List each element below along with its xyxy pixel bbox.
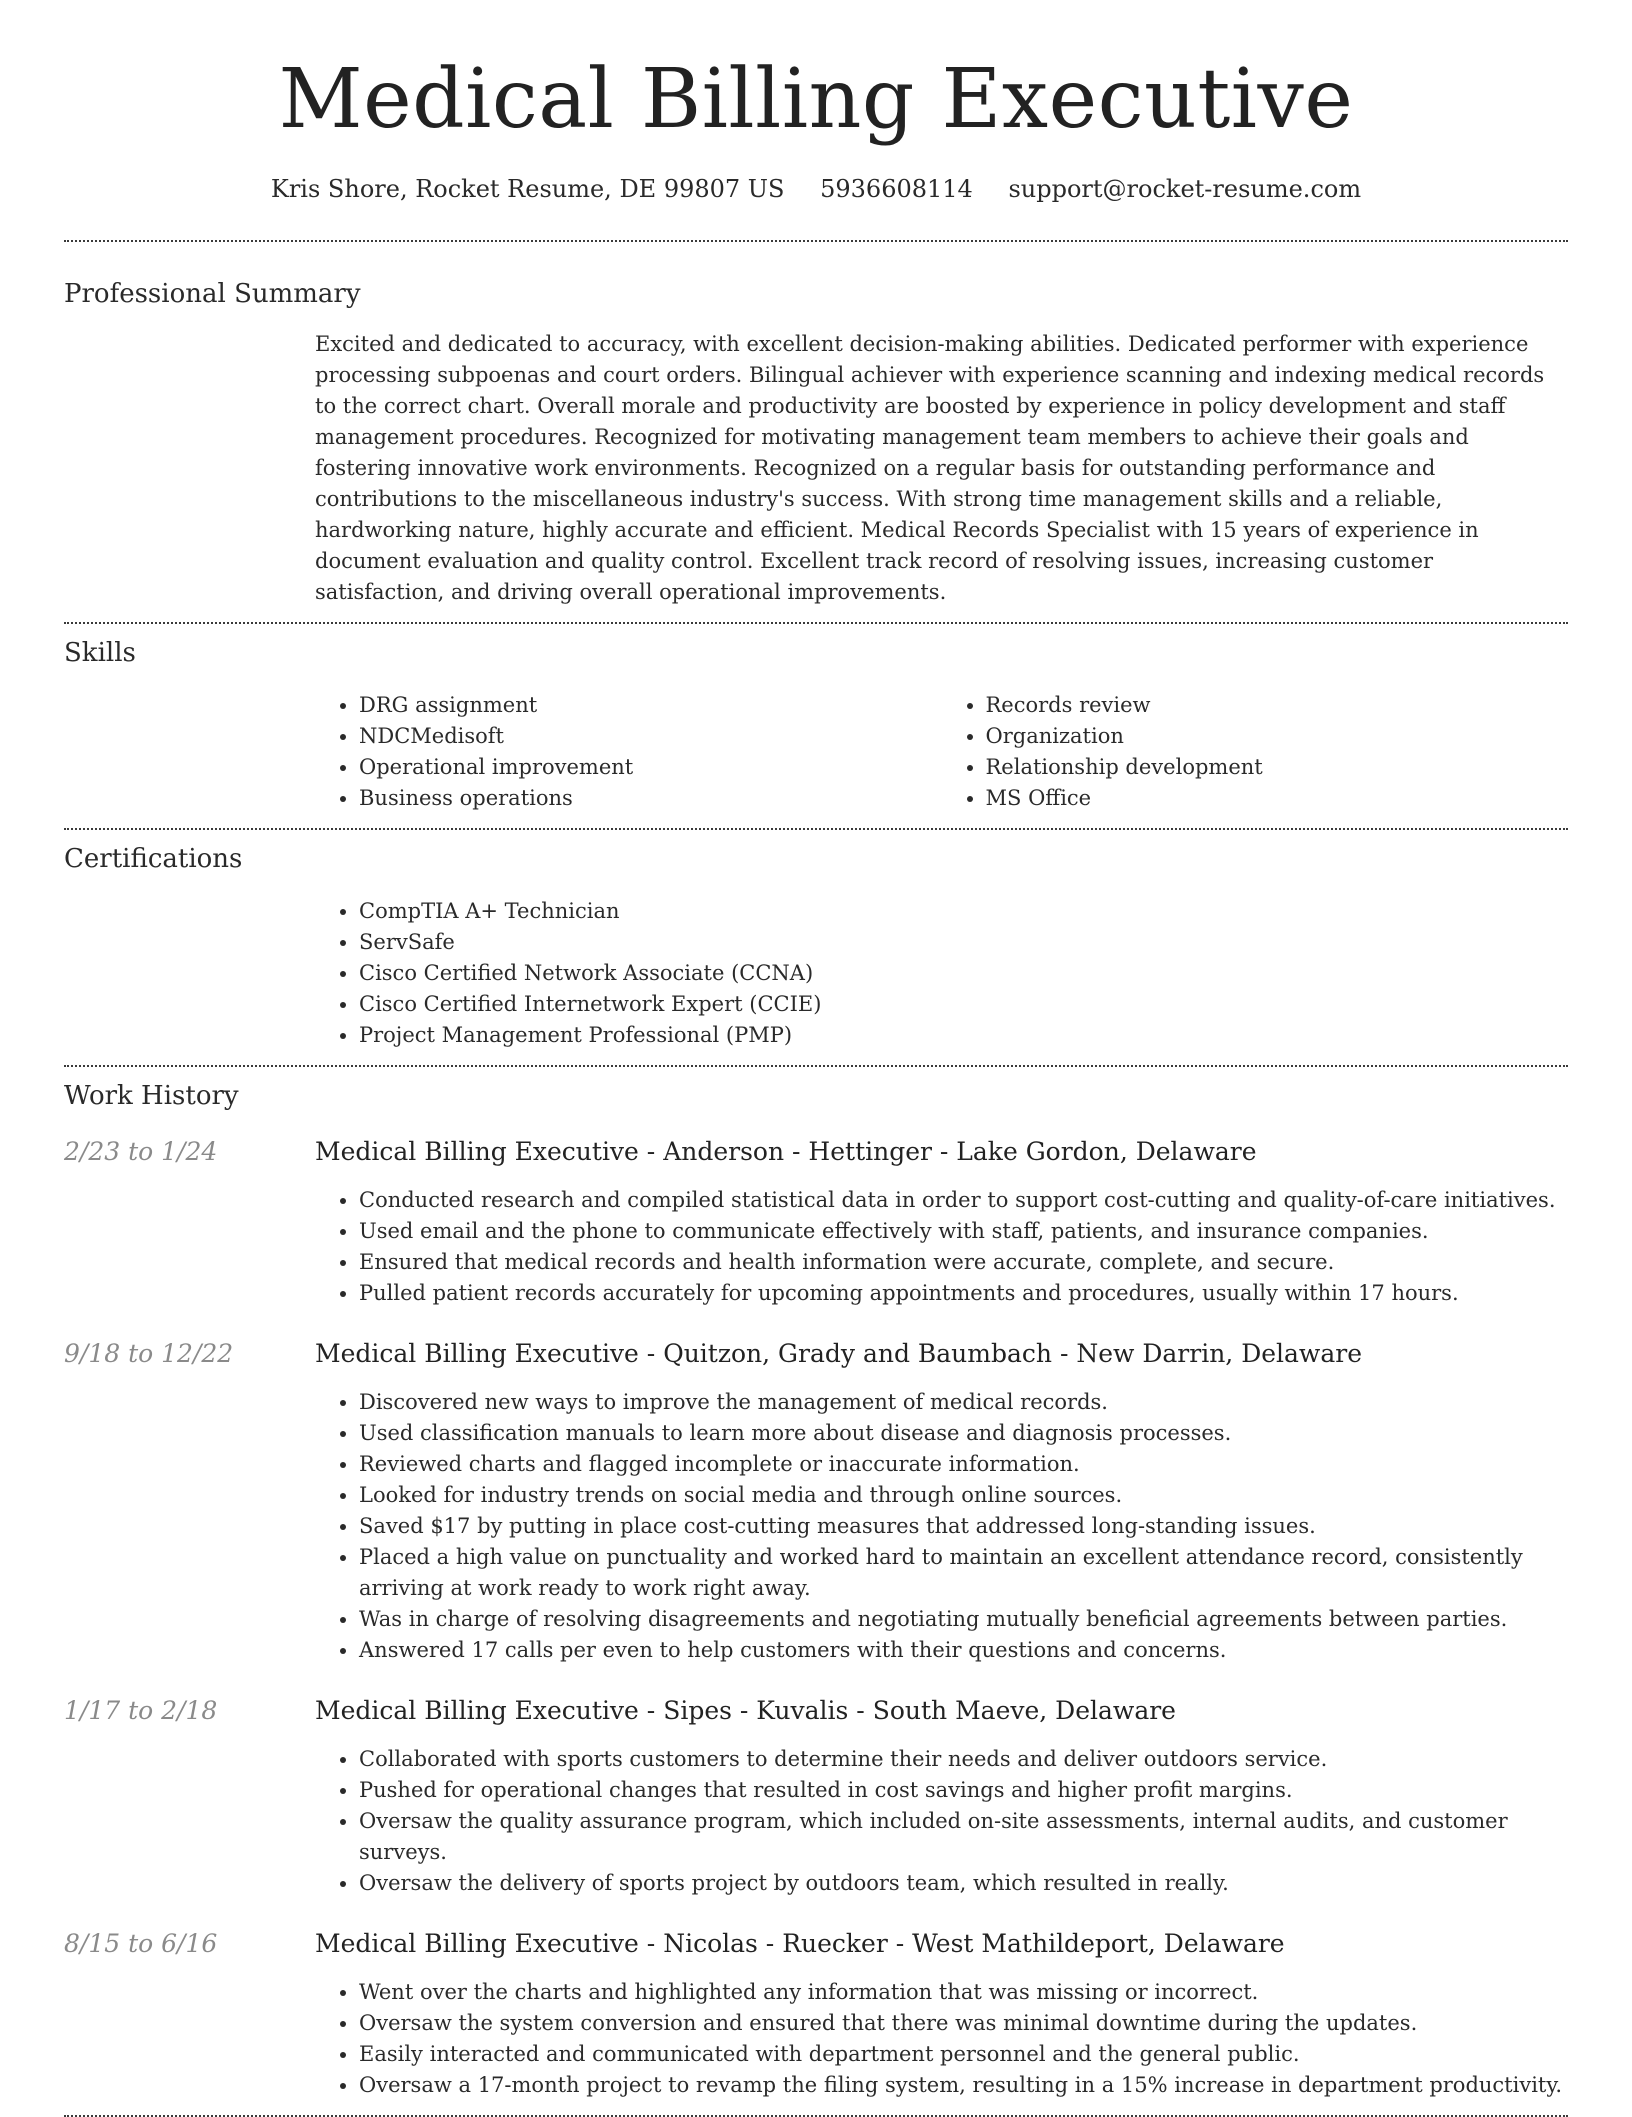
job-bullet: • Easily interacted and communicated with department personnel and the general public.: [359, 2039, 1568, 2070]
skills-section: [64, 624, 1568, 828]
job-bullet: • Was in charge of resolving disagreements and negotiating mutually beneficial agreements between parties.: [359, 1604, 1568, 1635]
job-bullet: • Oversaw the delivery of sports project by outdoors team, which resulted in really.: [359, 1868, 1568, 1899]
job-body: [315, 1387, 1568, 1666]
skill-item: • NDCMedisoft: [359, 721, 942, 752]
job-bullet: • Collaborated with sports customers to determine their needs and deliver outdoors service.: [359, 1744, 1568, 1775]
job-bullet-list: [315, 1977, 1568, 2101]
skills-title: Skills: [64, 638, 136, 668]
skills-list-right: [942, 690, 1569, 814]
job-bullet-list: [315, 1185, 1568, 1309]
certification-item: • Cisco Certified Internetwork Expert (CCIE): [359, 989, 1568, 1020]
job-bullet: • Pushed for operational changes that resulted in cost savings and higher profit margins.: [359, 1775, 1568, 1806]
job-bullet: • Went over the charts and highlighted any information that was missing or incorrect.: [359, 1977, 1568, 2008]
job-title: Medical Billing Executive - Sipes - Kuvalis - South Maeve, Delaware: [315, 1696, 1176, 1725]
job-entry: [64, 1337, 1568, 1666]
job-bullet: • Ensured that medical records and health information were accurate, complete, and secure.: [359, 1247, 1568, 1278]
job-bullet: • Discovered new ways to improve the management of medical records.: [359, 1387, 1568, 1418]
job-body: [315, 1977, 1568, 2101]
job-entry: [64, 1694, 1568, 1899]
job-bullet: • Oversaw the quality assurance program, which included on-site assessments, internal audits, and customer surveys.: [359, 1806, 1568, 1868]
job-bullet: • Looked for industry trends on social media and through online sources.: [359, 1480, 1568, 1511]
job-bullet: • Answered 17 calls per even to help customers with their questions and concerns.: [359, 1635, 1568, 1666]
skills-grid: [315, 690, 1568, 814]
resume-page: [64, 0, 1568, 2117]
summary-section: [64, 242, 1568, 622]
job-title: Medical Billing Executive - Nicolas - Ruecker - West Mathildeport, Delaware: [315, 1929, 1285, 1958]
job-bullet: • Oversaw the system conversion and ensured that there was minimal downtime during the updates.: [359, 2008, 1568, 2039]
job-body: [315, 1185, 1568, 1309]
job-bullet: • Reviewed charts and flagged incomplete or inaccurate information.: [359, 1449, 1568, 1480]
certifications-body: [315, 896, 1568, 1051]
skills-list-left: [315, 690, 942, 814]
skill-item: • Relationship development: [986, 752, 1569, 783]
job-bullet-list: [315, 1387, 1568, 1666]
job-bullet: • Saved $17 by putting in place cost-cutting measures that addressed long-standing issues.: [359, 1511, 1568, 1542]
resume-name: Medical Billing Executive: [278, 52, 1354, 147]
job-title: Medical Billing Executive - Quitzon, Grady and Baumbach - New Darrin, Delaware: [315, 1339, 1362, 1368]
work-section: [64, 1067, 1568, 2115]
skill-item: • Organization: [986, 721, 1569, 752]
job-bullet: • Conducted research and compiled statistical data in order to support cost-cutting and quality-of-care initiatives.: [359, 1185, 1568, 1216]
job-bullet: • Used classification manuals to learn more about disease and diagnosis processes.: [359, 1418, 1568, 1449]
job-bullet-list: [315, 1744, 1568, 1899]
job-bullet: • Oversaw a 17-month project to revamp the filing system, resulting in a 15% increase in department productivity.: [359, 2070, 1568, 2101]
certifications-section: [64, 830, 1568, 1065]
job-bullet: • Used email and the phone to communicate effectively with staff, patients, and insurance companies.: [359, 1216, 1568, 1247]
summary-text: Excited and dedicated to accuracy, with excellent decision-making abilities. Dedicated performer with experience processing subpoenas and court orders. Bilingual achiever with experience scanning and indexing medical records to the correct chart. Overall morale and productivity are boosted by experience in policy development and staff management procedures. Recognized for motivating management team members to achieve their goals and fostering innovative work environments. Recognized on a regular basis for outstanding performance and contributions to the miscellaneous industry's success. With strong time management skills and a reliable, hardworking nature, highly accurate and efficient. Medical Records Specialist with 15 years of experience in document evaluation and quality control. Excellent track record of resolving issues, increasing customer satisfaction, and driving overall operational improvements.: [315, 332, 1545, 604]
job-title: Medical Billing Executive - Anderson - Hettinger - Lake Gordon, Delaware: [315, 1137, 1257, 1166]
certifications-title: Certifications: [64, 844, 243, 874]
work-title: Work History: [64, 1081, 239, 1111]
job-bullet: • Pulled patient records accurately for upcoming appointments and procedures, usually within 17 hours.: [359, 1278, 1568, 1309]
contact-address: Kris Shore, Rocket Resume, DE 99807 US: [270, 175, 785, 203]
job-dates: 1/17 to 2/18: [64, 1696, 218, 1725]
skill-item: • DRG assignment: [359, 690, 942, 721]
certification-item: • ServSafe: [359, 927, 1568, 958]
job-dates: 9/18 to 12/22: [64, 1339, 234, 1368]
job-bullet: • Placed a high value on punctuality and worked hard to maintain an excellent attendance record, consistently arriving at work ready to work right away.: [359, 1542, 1568, 1604]
certification-item: • Project Management Professional (PMP): [359, 1020, 1568, 1051]
certification-item: • CompTIA A+ Technician: [359, 896, 1568, 927]
job-entry: [64, 1927, 1568, 2101]
job-dates: 8/15 to 6/16: [64, 1929, 218, 1958]
skill-item: • Business operations: [359, 783, 942, 814]
certifications-list: [315, 896, 1568, 1051]
skill-item: • MS Office: [986, 783, 1569, 814]
contact-line: [64, 172, 1568, 206]
certification-item: • Cisco Certified Network Associate (CCNA): [359, 958, 1568, 989]
summary-title: Professional Summary: [64, 279, 361, 309]
contact-phone: 5936608114: [820, 175, 973, 203]
job-body: [315, 1744, 1568, 1899]
job-dates: 2/23 to 1/24: [64, 1137, 218, 1166]
skill-item: • Records review: [986, 690, 1569, 721]
summary-body: [315, 329, 1568, 608]
job-entry: [64, 1135, 1568, 1309]
skill-item: • Operational improvement: [359, 752, 942, 783]
contact-email: support@rocket-resume.com: [1008, 175, 1362, 203]
